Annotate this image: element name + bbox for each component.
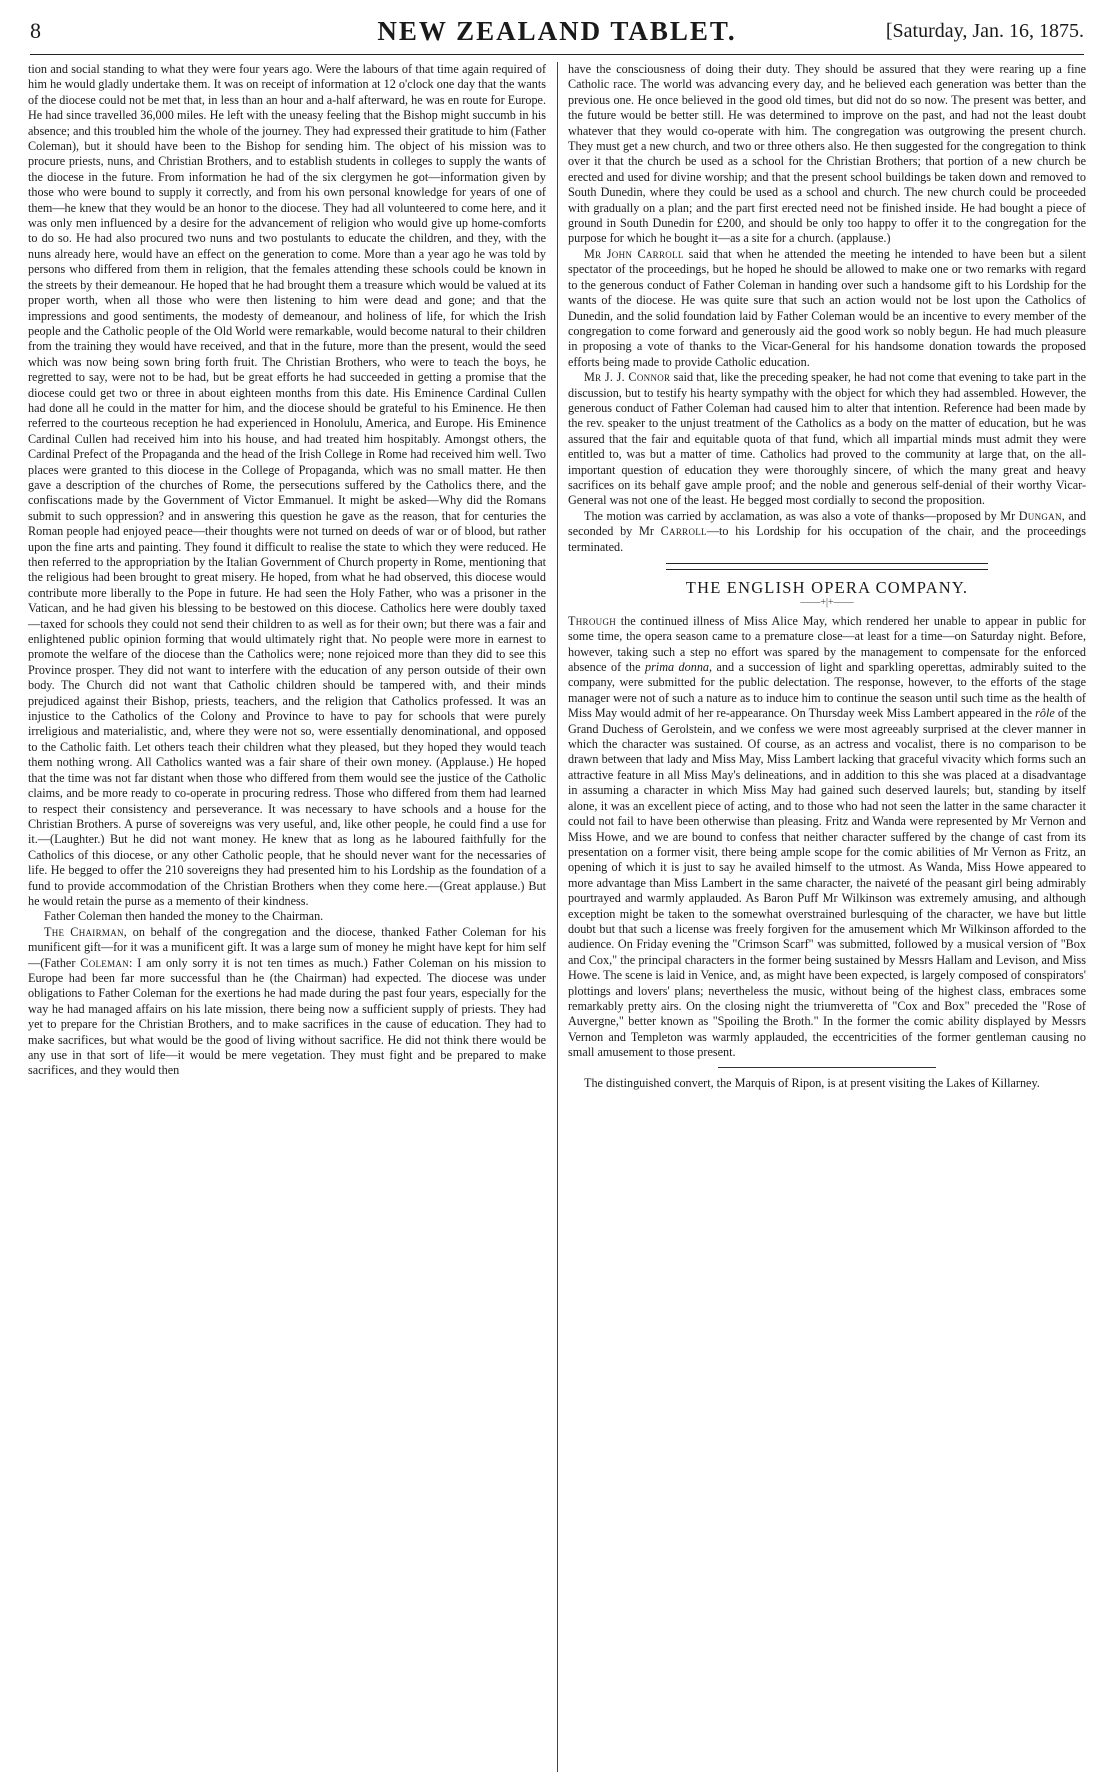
news-note: The distinguished convert, the Marquis of Ripon, is at present visiting the Lakes of Killarney. (584, 1075, 1040, 1090)
newspaper-title: NEW ZEALAND TABLET. (377, 16, 737, 46)
article-paragraph: tion and social standing to what they were four years ago. Were the labours of that time again required of him he would gladly undertake them. It was on receipt of information at 12 o'clock one day that the wants of the diocese could not be met that, in less than an hour and a-half afterward, he was en route for Europe. He had since travelled 36,000 miles. He left with the uneasy feeling that the Bishop might succumb in his absence; and this troubled him the whole of the journey. They had expressed their gratitude to him (Father Coleman), but it should have been to the Bishop for sending him. The object of his mission was to procure priests, nuns, and Christian Brothers, and to establish students in colleges to supply the wants of the diocese in the future. From information he had of the six clergymen he got—information given by those who were bound to supply it correctly, and from his own personal knowledge for years of one of them—he knew that they would be an honor to the diocese. They had all volunteered to come here, and it was only men influenced by a desire for the advancement of religion who would give up home-comforts to do so. He had also procured two nuns and two postulants to educate the children, and they, with the nuns already here, would have an effect on the generation to come. More than a year ago he was told by persons who differed from them in religion, that the females attending these schools could be known in the streets by their demeanour. He hoped that he had brought them a treasure which would be valued at its proper worth, when all those who were then listening to him were dead and gone; and that the impressions and good sentiments, the modesty of demeanour, and holiness of life, for which the Irish people and the Catholic people of the Old World were remarkable, would become natural to their children from the training they would have received, and that in the future, more than the present, would the seed which was now being sown bring forth fruit. The Christian Brothers, who were to teach the boys, he regretted to say, were not to be had, but be great efforts he had succeeded in getting a promise that the diocese could get two or three in about eighteen months from this date. His Eminence Cardinal Cullen had done all he could in the matter for him, and the diocese should be grateful to his Eminence. He then referred to the courteous reception he had experienced in Honolulu, America, and Europe. His Eminence Cardinal Cullen had received him into his house, and had treated him hospitably. Amongst others, the Cardinal Prefect of the Propaganda and the head of the Irish College in Rome had received him well. Two places were granted to this diocese in the College of Propaganda, which was no small matter. He then gave a description of the churches of Rome, the persecutions suffered by the Catholics there, and the confiscations made by the Government of Victor Emmanuel. It might be asked—Why did the Romans submit to such oppression? and in answering this question he gave as the reason, that for centuries the Roman people had enjoyed peace—their thoughts were not turned on deeds of war or of blood, but rather upon the fine arts and painting. They found it difficult to realise the state to which they were reduced. He then referred to the appropriation by the Italian Government of Church property in Rome, mentioning that the religious had been brought to great misery. He hoped, from what he had observed, this diocese would contribute more liberally to the Pope in future. He had seen the Holy Father, who was a prisoner in the Vatican, and he had given his blessing to be bestowed on this diocese. Catholics here were doubly taxed—taxed for schools they could not send their children to as well as for their own; but there was a fair and enlightened public opinion forming that would ultimately right that. No people were more in earnest to promote the welfare of the diocese than the Catholics were; none rejoiced more than they did to see this Province prosper. They did not want to interfere with the education of any person outside of their own body. The Church did not want that Catholic children should be tampered with, and their minds prejudiced against their Bishop, priests, teachers, and the religion that Catholics professed. It was an injustice to the Catholics of the Colony and Province to have to pay for schools that were purely irreligious and materialistic, and, where they were not so, were essentially denominational, and opposed to the Catholic faith. Let others teach their children what they pleased, but they hoped they would teach them nothing wrong. All Catholics wanted was a fair share of their own money. (Applause.) He hoped that the time was not far distant when those who differed from them would see the justice of the Catholic claims, and be more ready to co-operate in procuring redress. Those who differed from them had learned to respect their consistency and perseverance. It was necessary to have schools and a house for the Christian Brothers. A purse of sovereigns was very useful, and, like other people, he could find a use for it.—(Laughter.) But he did not want money. He knew that as long as he laboured faithfully for the Catholics of this diocese, or any other Catholic people, that he should never want for the necessaries of life. He begged to offer the 210 sovereigns they had presented him to his Lordship as the foundation of a fund to provide accommodation of the Christian Brothers when they come here.—(Great applause.) But he would retain the purse as a memento of their kindness. (28, 62, 546, 908)
article-paragraph (568, 247, 1086, 370)
header-rule (30, 54, 1084, 55)
note-divider (718, 1067, 936, 1068)
issue-date: [Saturday, Jan. 16, 1875. (885, 20, 1084, 42)
column-separator (557, 62, 558, 1772)
italic-term: prima donna (644, 660, 710, 675)
paragraph-text: on behalf of the congregation and the diocese, thanked Father Coleman for his munificent gift—for it was a munificent gift. It was a large sum of money he might have kept for him self—(Father (28, 924, 546, 970)
italic-term: rôle (1035, 706, 1055, 721)
paragraph-text: , and a succession of light and sparkling operettas, admirably suited to the company, were submitted for the public delectation. The response, however, to the efforts of the stage manager were not of such a nature as to induce him to continue the season until such time as the health of Miss May would admit of her re-appearance. On Thursday week Miss Lambert appeared in the (568, 660, 1086, 721)
right-column (568, 62, 1086, 1091)
lead-word: Through (568, 613, 617, 628)
section-divider (666, 563, 987, 570)
paragraph-text: of the Grand Duchess of Gerolstein, and we confess we were most agreeably surprised at the clever manner in which the character was sustained. Of course, as an actress and vocalist, there is no comparison to be drawn between that lady and Miss May, Miss Lambert lacking that graceful vivacity which forms such an attractive feature in all Miss May's delineations, and in addition to this she was placed at a disadvantage in assuming a character in which Miss May had gained such deserved laurels; but, standing by itself alone, it was an excellent piece of acting, and to those who had not seen the latter in the same character it could not fail to have been otherwise than pleasing. Fritz and Wanda were represented by Mr Vernon and Miss Howe, and we are bound to confess that neither character suffered by the change of cast from its presentation on a former visit, there being ample scope for the comic abilities of Mr Vernon as Fritz, an opening of which it is just to say he availed himself to the utmost. As Wanda, Miss Howe appeared to more advantage than Miss Lambert in the same character, the naiveté of the peasant girl being admirably pourtrayed and warmly applauded. As Baron Puff Mr Wilkinson was extremely amusing, and although exception might be taken to the somewhat overstrained burlesquing of the character, we have but little doubt but that such a license was freely forgiven for the amusement which Mr Wilkinson afforded to the audience. On Friday evening the "Crimson Scarf" was submitted, followed by a musical version of "Box and Cox," the principal characters in the former being sustained by Messrs Hallam and Levison, and Miss Howe. The scene is laid in Venice, and, as might have been expected, is largely composed of conspirators' plottings and lovers' plans; nevertheless the music, without being of the highest class, embraces some remarkably pretty airs. On the closing night the triumveretta of "Cox and Box" preceded the "Rose of Auvergne," better known as "Spoiling the Broth." In the former the comic ability displayed by Messrs Vernon and Templeton was warmly applauded, the eccentricities of the former gentleman causing no small amusement to those present. (568, 706, 1086, 1060)
speaker-name: Carroll (660, 524, 707, 539)
article-paragraph (568, 614, 1086, 1061)
masthead (30, 18, 1084, 48)
paragraph-text: : I am only sorry it is not ten times as much.) Father Coleman on his mission to Europe had been far more successful than he (the Chairman) had expected. The diocese was under obligations to Father Coleman for the exertions he had made during the past four years, especially for the way he had managed affairs on his late mission, there being now a sufficient supply of priests. They had yet to prepare for the Christian Brothers, and to make sacrifices in the cause of education. They had to make sacrifices, but what would be the good of living without sacrifice. He did not think there would be any use in that sort of life—it would be mere vegetation. They must fight and be prepared to make sacrifices, and they would then (28, 955, 546, 1078)
speaker-name: Dungan (1018, 508, 1062, 523)
article-paragraph: Father Coleman then handed the money to the Chairman. (44, 909, 324, 924)
paragraph-text: the continued illness of Miss Alice May, which rendered her unable to appear in public for some time, the opera season came to a premature close—at least for a time—on Saturday night. Before, however, taking such a step no effort was spared by the management to compensate for the enforced absence of the (568, 613, 1086, 675)
article-heading: THE ENGLISH OPERA COMPANY. (685, 578, 969, 597)
heading-ornament: ——+|+—— (800, 597, 854, 609)
left-column (28, 62, 546, 1079)
speaker-name: The Chairman, (44, 924, 128, 939)
article-paragraph (568, 509, 1086, 555)
speaker-name: Mr J. J. Connor (584, 370, 671, 385)
speaker-name: Mr John Carroll (584, 246, 684, 261)
paragraph-text: —to his Lordship for his occupation of the chair, and the proceedings terminated. (568, 524, 1086, 554)
paragraph-text: The motion was carried by acclamation, as was also a vote of thanks—proposed by Mr (584, 508, 1019, 523)
article-paragraph (28, 925, 546, 1079)
article-paragraph: have the consciousness of doing their duty. They should be assured that they were rearing up a fine Catholic race. The world was advancing every day, and he believed each generation was better than the previous one. He once believed in the good old times, but did not do so now. The present was better, and the future would be better still. He was determined to improve on the past, and had not the least doubt whatever that they would co-operate with him. The congregation was outgrowing the present church. They must get a new church, and two or three others also. He then suggested for the congregation to think over it that the church be used as a school for the Christian Brothers; that portion of a new church be erected and used for divine worship; and that the present school buildings be taken down and removed to South Dunedin, where they could be used as a school and church. The new church could be proceeded with gradually on a plan; and the part first erected need not be finished inside. He had bought a piece of ground in South Dunedin for £200, and should be only too happy to offer it to the congregation for the purpose for which he bought it—as a site for a church. (applause.) (568, 62, 1086, 246)
speaker-name: Coleman (80, 955, 129, 970)
article-paragraph (568, 370, 1086, 509)
paragraph-text: , and seconded by Mr (568, 508, 1086, 539)
paragraph-text: said that, like the preceding speaker, he had not come that evening to take part in the discussion, but to testify his hearty sympathy with the object for which they had assembled. However, the generous conduct of Father Coleman had caused him to alter that intention. Reference had been made by the rev. speaker to the unjust treatment of the Catholics as a body on the matter of education, but he was assured that the fair and equitable quota of that fund, which all impartial minds must admit they were entitled to, was but a matter of time. Catholics had proved to the community at large that, on the all-important question of education they were thoroughly sincere, of which the many great and heavy sacrifices on its behalf gave ample proof; and the noble and generous self-denial of their worthy Vicar-General was not one of the least. He begged most cordially to second the proposition. (568, 370, 1086, 508)
paragraph-text: said that when he attended the meeting he intended to have been but a silent spectator of the proceedings, but he hoped he should be allowed to make one or two remarks with regard to the generous conduct of Father Coleman in handing over such a handsome gift to his Lordship for the wants of the diocese. He was quite sure that such an action would not be lost upon the Catholics of Dunedin, and the solid foundation laid by Father Coleman would be an incentive to every member of the congregation to come forward and generously aid the good work so nobly begun. He had much pleasure in proposing a vote of thanks to the Vicar-General for his handsome donation towards the proposed efforts being made to provide Catholic education. (568, 246, 1086, 369)
page-number: 8 (30, 18, 41, 43)
